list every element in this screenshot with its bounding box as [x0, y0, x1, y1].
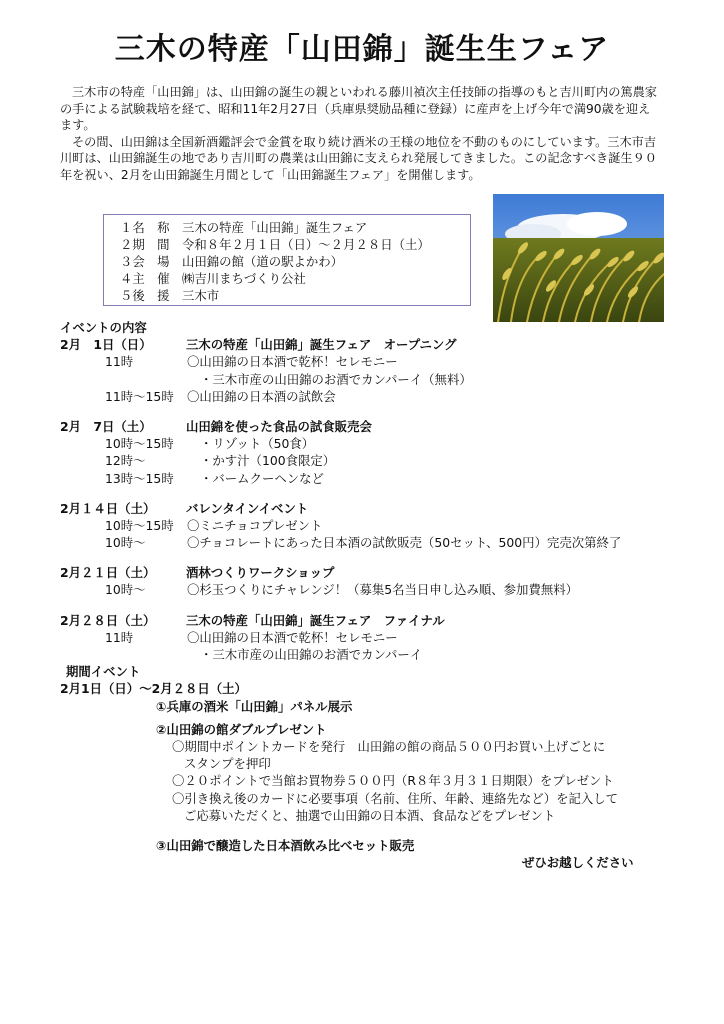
outline-value: 三木の特産「山田錦」誕生フェア	[182, 220, 368, 235]
event-time: 10時～	[105, 582, 146, 598]
event-outline-box	[103, 214, 471, 306]
event-time: 12時～	[105, 453, 146, 469]
events-heading: イベントの内容	[60, 320, 147, 335]
event-time: 11時	[105, 354, 134, 370]
event-feb21-header	[60, 564, 700, 581]
period-detail: スタンプを押印	[184, 756, 271, 772]
period-heading: 期間イベント	[66, 664, 141, 680]
events-section	[60, 319, 700, 871]
outline-row-period	[120, 236, 470, 253]
period-item-double-present: ②山田錦の館ダブルプレゼント	[156, 721, 327, 737]
outline-value: 三木市	[182, 288, 220, 303]
event-detail: 〇杉玉つくりにチャレンジ！（募集5名当日申し込み順、参加費無料）	[187, 582, 579, 598]
closing-message: ぜひお越しください	[522, 855, 634, 871]
outline-row-venue	[120, 253, 470, 270]
event-feb14-header	[60, 500, 700, 517]
outline-value: 令和８年２月１日（日）～２月２８日（土）	[182, 237, 430, 252]
event-date: 2月１４日（土）	[60, 500, 156, 516]
event-date: 2月 1日（日）	[60, 337, 152, 353]
event-time: 10時～15時	[105, 517, 174, 533]
event-time: 11時	[105, 629, 134, 645]
event-detail: 〇チョコレートにあった日本酒の試飲販売（50セット、500円）完売次第終了	[187, 535, 622, 551]
outline-row-name	[120, 219, 470, 236]
outline-key: ２期 間	[120, 237, 170, 252]
period-detail: 〇２０ポイントで当館お買物券５００円（R８年３月３１日期限）をプレゼント	[172, 773, 614, 789]
event-title: 三木の特産「山田錦」誕生フェア ファイナル	[186, 612, 445, 628]
outline-key: １名 称	[120, 220, 170, 235]
event-title: バレンタインイベント	[186, 500, 309, 516]
period-detail: ご応募いただくと、抽選で山田錦の日本酒、食品などをプレゼント	[184, 807, 556, 823]
period-item-tasting-set: ③山田錦で醸造した日本酒飲み比べセット販売	[156, 837, 415, 853]
event-time: 11時～15時	[105, 388, 174, 404]
period-detail: 〇引き換え後のカードに必要事項（名前、住所、年齢、連絡先など）を記入して	[172, 790, 619, 806]
intro-paragraph-1: 三木市の特産「山田錦」は、山田錦の誕生の親といわれる藤川禎次主任技師の指導のもと吉川町内の篤農家の手による試験栽培を経て、昭和11年2月27日（兵庫県奨励品種に登録）に産声を上げ今年で満90歳を迎えます。	[60, 85, 657, 132]
event-detail: 〇ミニチョコプレゼント	[187, 517, 323, 533]
event-feb7-header	[60, 418, 700, 435]
event-detail: ・かす汁（100食限定）	[200, 453, 336, 469]
outline-row-support	[120, 287, 470, 304]
period-item-panel-exhibit: ①兵庫の酒米「山田錦」パネル展示	[156, 698, 353, 714]
outline-value: 山田錦の館（道の駅よかわ）	[182, 254, 344, 269]
outline-key: ４主 催	[120, 271, 170, 286]
event-title: 山田錦を使った食品の試食販売会	[186, 418, 372, 434]
event-feb1-header	[60, 336, 700, 353]
period-detail: 〇期間中ポイントカードを発行 山田錦の館の商品５００円お買い上げごとに	[172, 738, 606, 754]
event-detail: 〇山田錦の日本酒で乾杯！セレモニー	[187, 354, 398, 370]
event-date: 2月２８日（土）	[60, 612, 156, 628]
event-time: 10時～15時	[105, 436, 174, 452]
event-date: 2月２１日（土）	[60, 565, 156, 581]
event-time: 10時～	[105, 535, 146, 551]
rice-field-photo	[493, 194, 664, 322]
period-dates: 2月1日（日）～2月２８日（土）	[60, 681, 247, 697]
event-title: 酒林つくりワークショップ	[186, 565, 335, 581]
event-detail: ・三木市産の山田錦のお酒でカンパーイ（無料）	[200, 371, 472, 387]
page-title: 三木の特産「山田錦」誕生生フェア	[114, 32, 610, 67]
intro-text	[60, 84, 660, 183]
outline-row-organizer	[120, 270, 470, 287]
event-detail: 〇山田錦の日本酒で乾杯！セレモニー	[187, 629, 398, 645]
event-detail: 〇山田錦の日本酒の試飲会	[187, 388, 336, 404]
event-date: 2月 7日（土）	[60, 418, 152, 434]
event-detail: ・バームクーヘンなど	[200, 470, 324, 486]
event-detail: ・三木市産の山田錦のお酒でカンパーイ	[200, 647, 423, 662]
event-title: 三木の特産「山田錦」誕生フェア オープニング	[186, 337, 457, 353]
event-feb28-header	[60, 612, 700, 629]
event-time: 13時～15時	[105, 470, 174, 486]
outline-value: ㈱吉川まちづくり公社	[182, 271, 306, 286]
intro-paragraph-2: その間、山田錦は全国新酒鑑評会で金賞を取り続け酒米の王様の地位を不動のものにしています。三木市吉川町は、山田錦誕生の地であり吉川町の農業は山田錦に支えられ発展してきました。この記念すべき誕生９０年を祝い、2月を山田錦誕生月間として「山田錦誕生フェア」を開催します。	[60, 134, 657, 182]
event-detail: ・リゾット（50食）	[200, 436, 315, 452]
outline-key: ３会 場	[120, 254, 170, 269]
outline-key: ５後 援	[120, 288, 170, 303]
